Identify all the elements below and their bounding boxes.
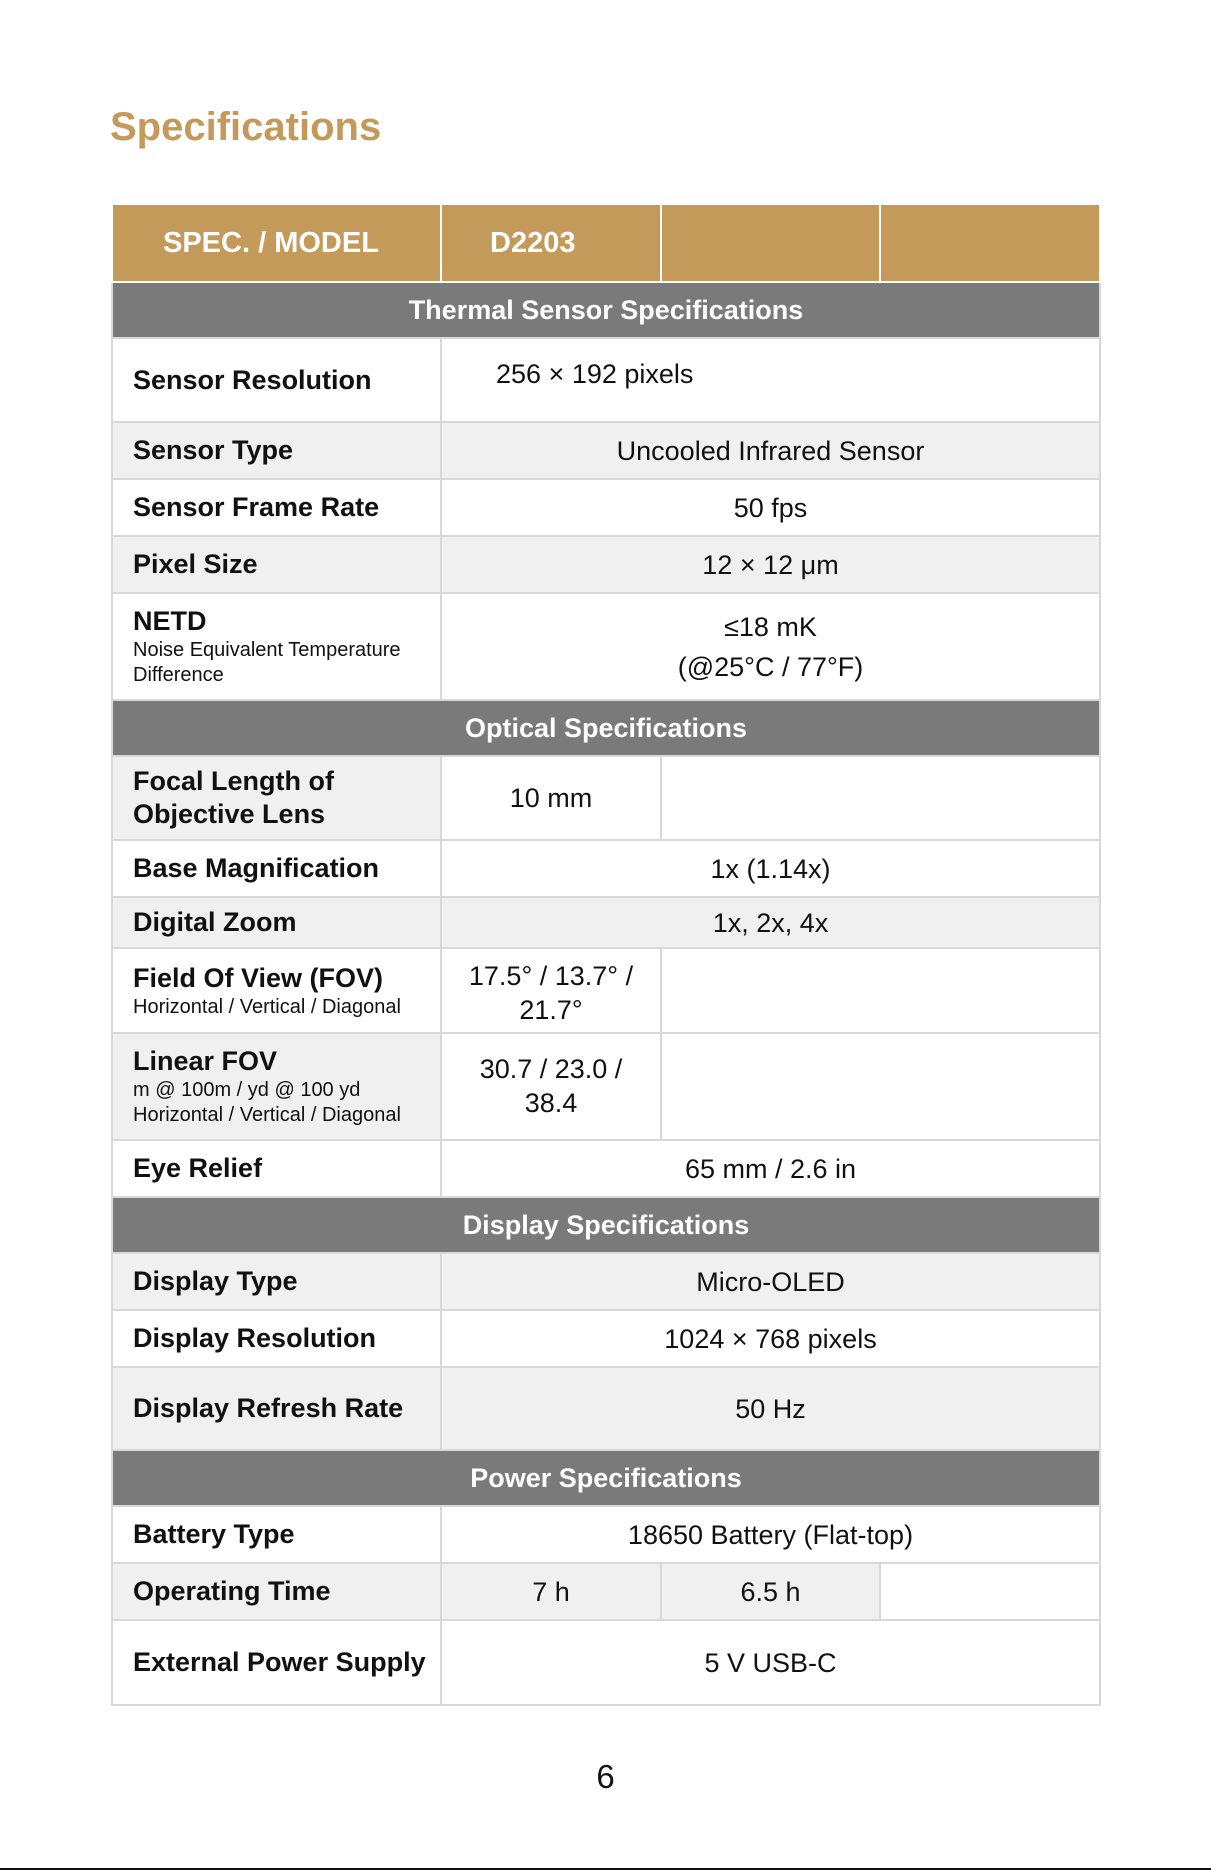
row-label <box>112 948 441 1033</box>
header-spec-model: SPEC. / MODEL <box>112 204 441 282</box>
table-row <box>112 536 1100 593</box>
row-value: 7 h <box>441 1563 661 1620</box>
row-label <box>112 479 441 536</box>
table-row <box>112 338 1100 422</box>
row-label-text: Display Type <box>133 1266 298 1296</box>
section-title: Display Specifications <box>112 1197 1100 1253</box>
row-label <box>112 1620 441 1705</box>
row-label <box>112 536 441 593</box>
table-row <box>112 948 1100 1033</box>
row-value: 256 × 192 pixels <box>441 338 1100 422</box>
row-label-text: Sensor Resolution <box>133 364 372 395</box>
row-label-text: Sensor Frame Rate <box>133 492 380 522</box>
row-label <box>112 1140 441 1197</box>
header-empty-cell <box>880 204 1100 282</box>
table-header-row <box>112 204 1100 282</box>
row-value <box>441 593 1100 700</box>
row-label <box>112 756 441 840</box>
table-row <box>112 1033 1100 1140</box>
row-label-text: Digital Zoom <box>133 907 297 937</box>
row-value: 5 V USB-C <box>441 1620 1100 1705</box>
section-title: Thermal Sensor Specifications <box>112 282 1100 338</box>
row-label <box>112 1506 441 1563</box>
row-value <box>441 948 661 1033</box>
row-label-text: Display Resolution <box>133 1323 377 1353</box>
table-row <box>112 756 1100 840</box>
header-model-d2203: D2203 <box>441 204 661 282</box>
table-row <box>112 1140 1100 1197</box>
empty-cell <box>661 1033 1100 1140</box>
section-title: Power Specifications <box>112 1450 1100 1506</box>
table-row <box>112 840 1100 897</box>
table-row <box>112 1620 1100 1705</box>
row-label-subtext: Noise Equivalent Temperature Difference <box>133 639 401 686</box>
table-row <box>112 1310 1100 1367</box>
row-label-text: NETD <box>133 606 207 636</box>
row-label-subtext: Horizontal / Vertical / Diagonal <box>133 995 401 1018</box>
row-label <box>112 897 441 948</box>
row-value: 6.5 h <box>661 1563 880 1620</box>
table-row <box>112 1506 1100 1563</box>
row-label-subtext: m @ 100m / yd @ 100 yd <box>133 1079 361 1101</box>
row-label-text: Base Magnification <box>133 853 380 883</box>
row-value: 50 Hz <box>441 1367 1100 1450</box>
value-line: 30.7 / 23.0 / <box>479 1054 623 1084</box>
section-row-thermal <box>112 282 1100 338</box>
row-value: 65 mm / 2.6 in <box>441 1140 1100 1197</box>
row-value: 1x (1.14x) <box>441 840 1100 897</box>
row-label-text: Display Refresh Rate <box>133 1393 404 1423</box>
specifications-table <box>111 203 1101 1706</box>
value-line: 21.7° <box>519 995 583 1025</box>
value-line: 17.5° / 13.7° / <box>468 961 634 991</box>
row-value: Uncooled Infrared Sensor <box>441 422 1100 479</box>
value-line: 38.4 <box>524 1088 578 1118</box>
row-label-text: Battery Type <box>133 1519 295 1549</box>
row-label <box>112 1033 441 1140</box>
row-label-text: Sensor Type <box>133 435 294 465</box>
table-row <box>112 1367 1100 1450</box>
row-value: 1x, 2x, 4x <box>441 897 1100 948</box>
row-value: 18650 Battery (Flat-top) <box>441 1506 1100 1563</box>
page-number: 6 <box>596 1758 615 1795</box>
section-row-optical <box>112 700 1100 756</box>
row-label-text: Focal Length of Objective Lens <box>133 766 334 829</box>
page-title: Specifications <box>110 105 382 149</box>
row-label-subtext: Horizontal / Vertical / Diagonal <box>133 1104 401 1126</box>
row-value: 12 × 12 μm <box>441 536 1100 593</box>
row-label <box>112 338 441 422</box>
row-label <box>112 593 441 700</box>
row-value: 1024 × 768 pixels <box>441 1310 1100 1367</box>
row-label <box>112 1310 441 1367</box>
value-line: (@25°C / 77°F) <box>677 651 864 682</box>
table-row <box>112 1253 1100 1310</box>
header-empty-cell <box>661 204 880 282</box>
empty-cell <box>880 1563 1100 1620</box>
row-value: Micro-OLED <box>441 1253 1100 1310</box>
row-label <box>112 1253 441 1310</box>
row-label <box>112 1367 441 1450</box>
row-value: 50 fps <box>441 479 1100 536</box>
row-label <box>112 840 441 897</box>
row-value: 10 mm <box>441 756 661 840</box>
row-label-text: Field Of View (FOV) <box>133 962 384 993</box>
empty-cell <box>661 948 1100 1033</box>
section-row-display <box>112 1197 1100 1253</box>
empty-cell <box>661 756 1100 840</box>
row-label <box>112 1563 441 1620</box>
row-value <box>441 1033 661 1140</box>
row-label-text: Operating Time <box>133 1576 331 1606</box>
row-label-text: External Power Supply <box>133 1647 426 1677</box>
row-label <box>112 422 441 479</box>
row-label-text: Eye Relief <box>133 1153 263 1183</box>
row-label-text: Pixel Size <box>133 549 258 579</box>
section-row-power <box>112 1450 1100 1506</box>
table-row <box>112 1563 1100 1620</box>
table-row <box>112 479 1100 536</box>
row-label-text: Linear FOV <box>133 1046 278 1076</box>
table-row <box>112 422 1100 479</box>
table-row <box>112 897 1100 948</box>
section-title: Optical Specifications <box>112 700 1100 756</box>
value-line: ≤18 mK <box>724 611 817 642</box>
table-row <box>112 593 1100 700</box>
